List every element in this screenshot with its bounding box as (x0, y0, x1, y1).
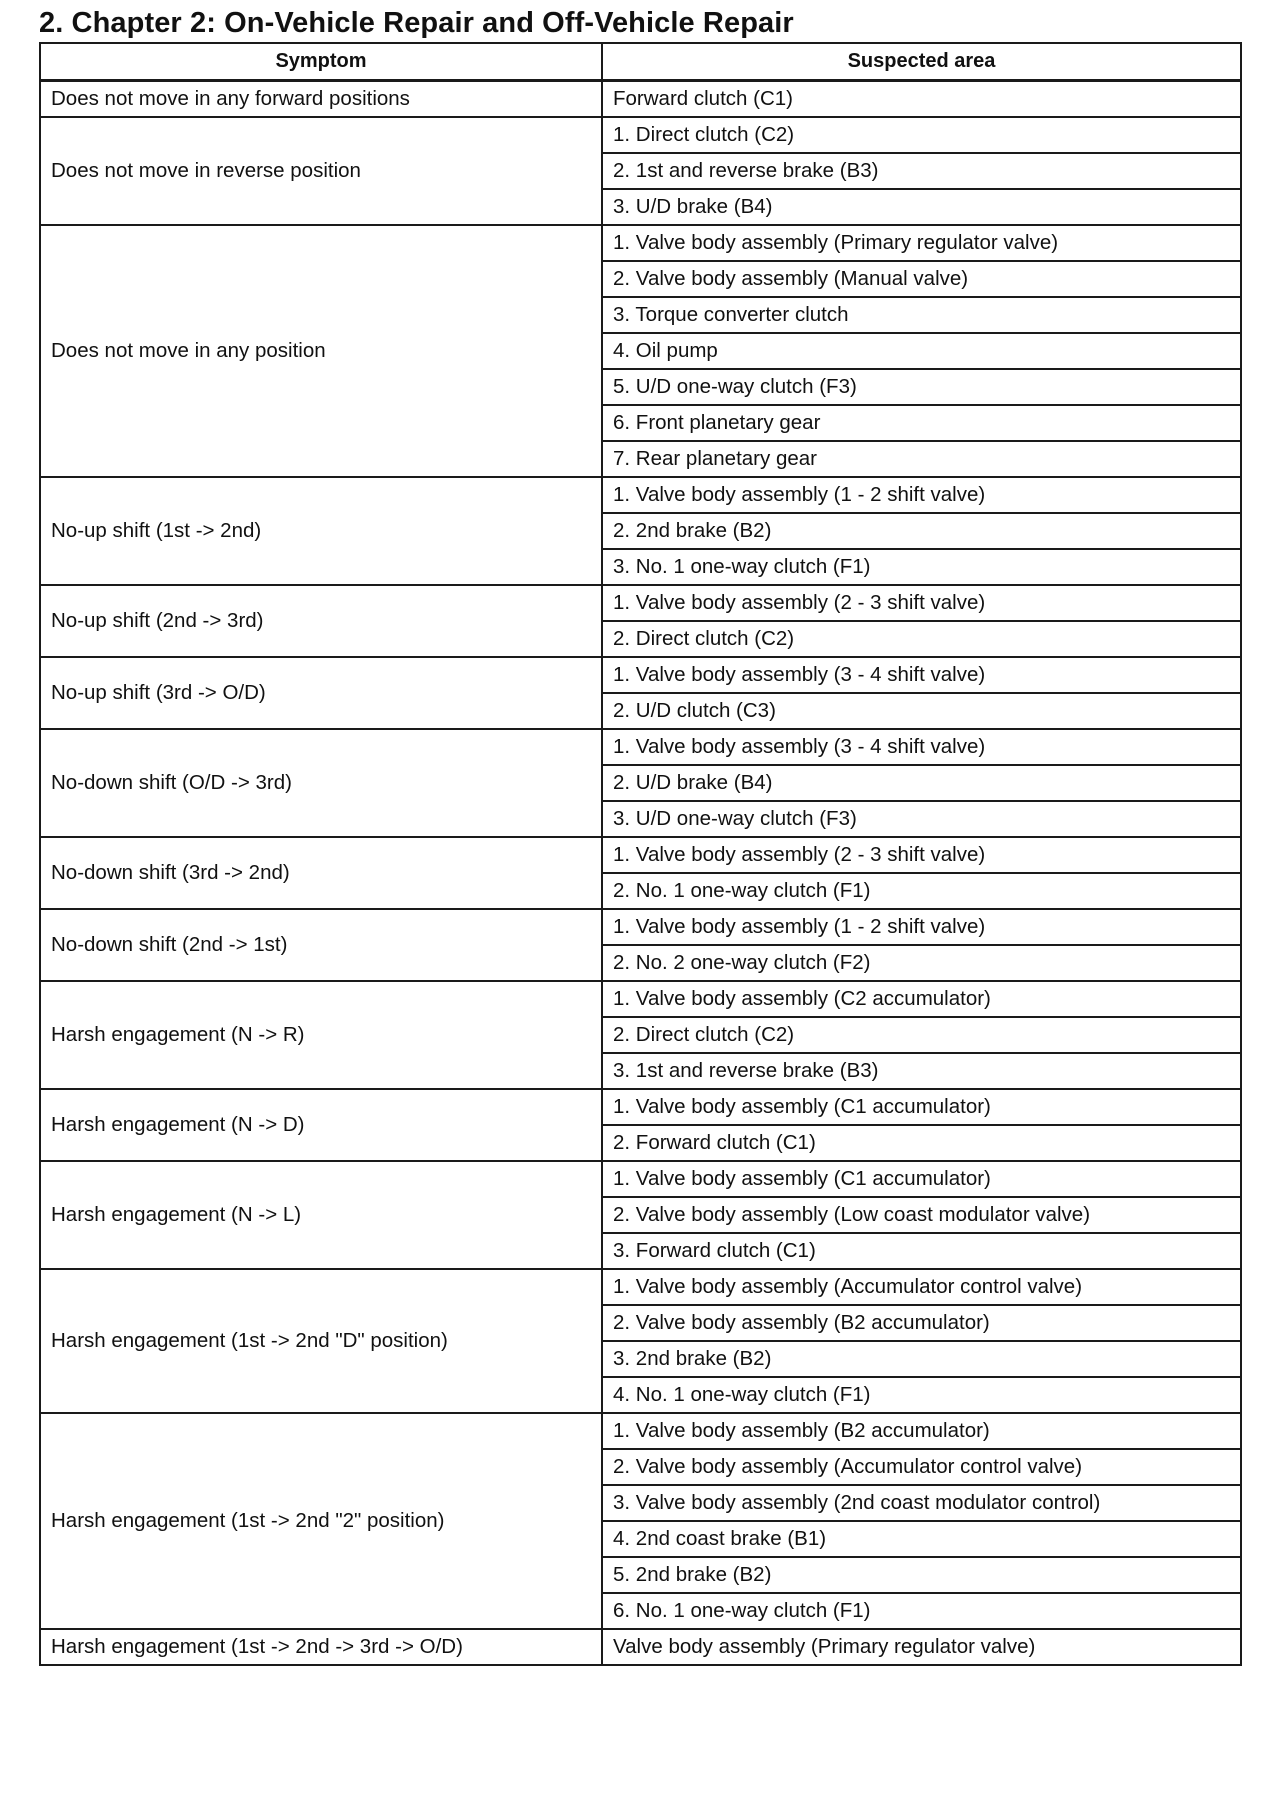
suspected-area-cell: 2. Valve body assembly (B2 accumulator) (602, 1305, 1241, 1341)
suspected-area-cell: 1. Valve body assembly (C2 accumulator) (602, 981, 1241, 1017)
suspected-area-cell: 1. Valve body assembly (Primary regulator valve) (602, 225, 1241, 261)
table-row (40, 981, 1241, 1017)
symptom-cell: Does not move in any forward positions (40, 81, 602, 118)
symptom-cell: No-down shift (2nd -> 1st) (40, 909, 602, 981)
symptom-cell: No-up shift (1st -> 2nd) (40, 477, 602, 585)
suspected-area-cell: 3. Valve body assembly (2nd coast modulator control) (602, 1485, 1241, 1521)
suspected-area-cell: 1. Direct clutch (C2) (602, 117, 1241, 153)
table-row (40, 1161, 1241, 1197)
table-row (40, 1269, 1241, 1305)
suspected-area-cell: 3. U/D one-way clutch (F3) (602, 801, 1241, 837)
table-row (40, 477, 1241, 513)
suspected-area-cell: 3. 2nd brake (B2) (602, 1341, 1241, 1377)
suspected-area-cell: 2. Forward clutch (C1) (602, 1125, 1241, 1161)
table-row (40, 585, 1241, 621)
page-title: 2. Chapter 2: On-Vehicle Repair and Off-Vehicle Repair (39, 7, 794, 39)
suspected-area-cell: 5. U/D one-way clutch (F3) (602, 369, 1241, 405)
suspected-area-cell: 2. Valve body assembly (Manual valve) (602, 261, 1241, 297)
suspected-area-cell: 2. 2nd brake (B2) (602, 513, 1241, 549)
symptom-cell: Harsh engagement (1st -> 2nd "2" position) (40, 1413, 602, 1629)
symptom-cell: Harsh engagement (N -> R) (40, 981, 602, 1089)
symptom-cell: Does not move in reverse position (40, 117, 602, 225)
suspected-area-cell: 1. Valve body assembly (3 - 4 shift valve) (602, 729, 1241, 765)
suspected-area-cell: 1. Valve body assembly (C1 accumulator) (602, 1161, 1241, 1197)
suspected-area-cell: 2. No. 1 one-way clutch (F1) (602, 873, 1241, 909)
table-row (40, 1413, 1241, 1449)
symptom-table (39, 42, 1242, 1666)
symptom-cell: No-down shift (O/D -> 3rd) (40, 729, 602, 837)
table-row (40, 837, 1241, 873)
suspected-area-cell: 2. 1st and reverse brake (B3) (602, 153, 1241, 189)
suspected-area-cell: 4. No. 1 one-way clutch (F1) (602, 1377, 1241, 1413)
suspected-area-cell: 3. Torque converter clutch (602, 297, 1241, 333)
suspected-area-cell: 1. Valve body assembly (3 - 4 shift valve) (602, 657, 1241, 693)
symptom-cell: Harsh engagement (N -> D) (40, 1089, 602, 1161)
table-row (40, 225, 1241, 261)
suspected-area-cell: 3. No. 1 one-way clutch (F1) (602, 549, 1241, 585)
table-row (40, 1089, 1241, 1125)
symptom-cell: Harsh engagement (1st -> 2nd -> 3rd -> O/D) (40, 1629, 602, 1665)
table-row (40, 1629, 1241, 1665)
symptom-cell: No-up shift (2nd -> 3rd) (40, 585, 602, 657)
suspected-area-cell: 2. U/D brake (B4) (602, 765, 1241, 801)
suspected-area-cell: 1. Valve body assembly (1 - 2 shift valve) (602, 477, 1241, 513)
suspected-area-cell: Valve body assembly (Primary regulator valve) (602, 1629, 1241, 1665)
suspected-area-cell: 7. Rear planetary gear (602, 441, 1241, 477)
column-header-symptom: Symptom (40, 43, 602, 81)
suspected-area-cell: 5. 2nd brake (B2) (602, 1557, 1241, 1593)
suspected-area-cell: 2. No. 2 one-way clutch (F2) (602, 945, 1241, 981)
symptom-cell: Harsh engagement (1st -> 2nd "D" position) (40, 1269, 602, 1413)
symptom-cell: Harsh engagement (N -> L) (40, 1161, 602, 1269)
suspected-area-cell: 3. U/D brake (B4) (602, 189, 1241, 225)
symptom-cell: No-down shift (3rd -> 2nd) (40, 837, 602, 909)
suspected-area-cell: 1. Valve body assembly (2 - 3 shift valve) (602, 585, 1241, 621)
suspected-area-cell: 3. 1st and reverse brake (B3) (602, 1053, 1241, 1089)
suspected-area-cell: 2. Direct clutch (C2) (602, 621, 1241, 657)
suspected-area-cell: 2. Valve body assembly (Low coast modulator valve) (602, 1197, 1241, 1233)
suspected-area-cell: 1. Valve body assembly (1 - 2 shift valve) (602, 909, 1241, 945)
suspected-area-cell: Forward clutch (C1) (602, 81, 1241, 118)
suspected-area-cell: 2. U/D clutch (C3) (602, 693, 1241, 729)
suspected-area-cell: 1. Valve body assembly (C1 accumulator) (602, 1089, 1241, 1125)
symptom-cell: No-up shift (3rd -> O/D) (40, 657, 602, 729)
table-header-row (40, 43, 1241, 81)
suspected-area-cell: 4. 2nd coast brake (B1) (602, 1521, 1241, 1557)
suspected-area-cell: 1. Valve body assembly (Accumulator control valve) (602, 1269, 1241, 1305)
suspected-area-cell: 6. No. 1 one-way clutch (F1) (602, 1593, 1241, 1629)
suspected-area-cell: 1. Valve body assembly (B2 accumulator) (602, 1413, 1241, 1449)
suspected-area-cell: 2. Direct clutch (C2) (602, 1017, 1241, 1053)
table-row (40, 117, 1241, 153)
table-row (40, 909, 1241, 945)
suspected-area-cell: 3. Forward clutch (C1) (602, 1233, 1241, 1269)
table-row (40, 657, 1241, 693)
table-body (40, 81, 1241, 1666)
suspected-area-cell: 2. Valve body assembly (Accumulator control valve) (602, 1449, 1241, 1485)
suspected-area-cell: 6. Front planetary gear (602, 405, 1241, 441)
table-row (40, 81, 1241, 118)
table-row (40, 729, 1241, 765)
suspected-area-cell: 1. Valve body assembly (2 - 3 shift valve) (602, 837, 1241, 873)
suspected-area-cell: 4. Oil pump (602, 333, 1241, 369)
column-header-suspected-area: Suspected area (602, 43, 1241, 81)
symptom-cell: Does not move in any position (40, 225, 602, 477)
